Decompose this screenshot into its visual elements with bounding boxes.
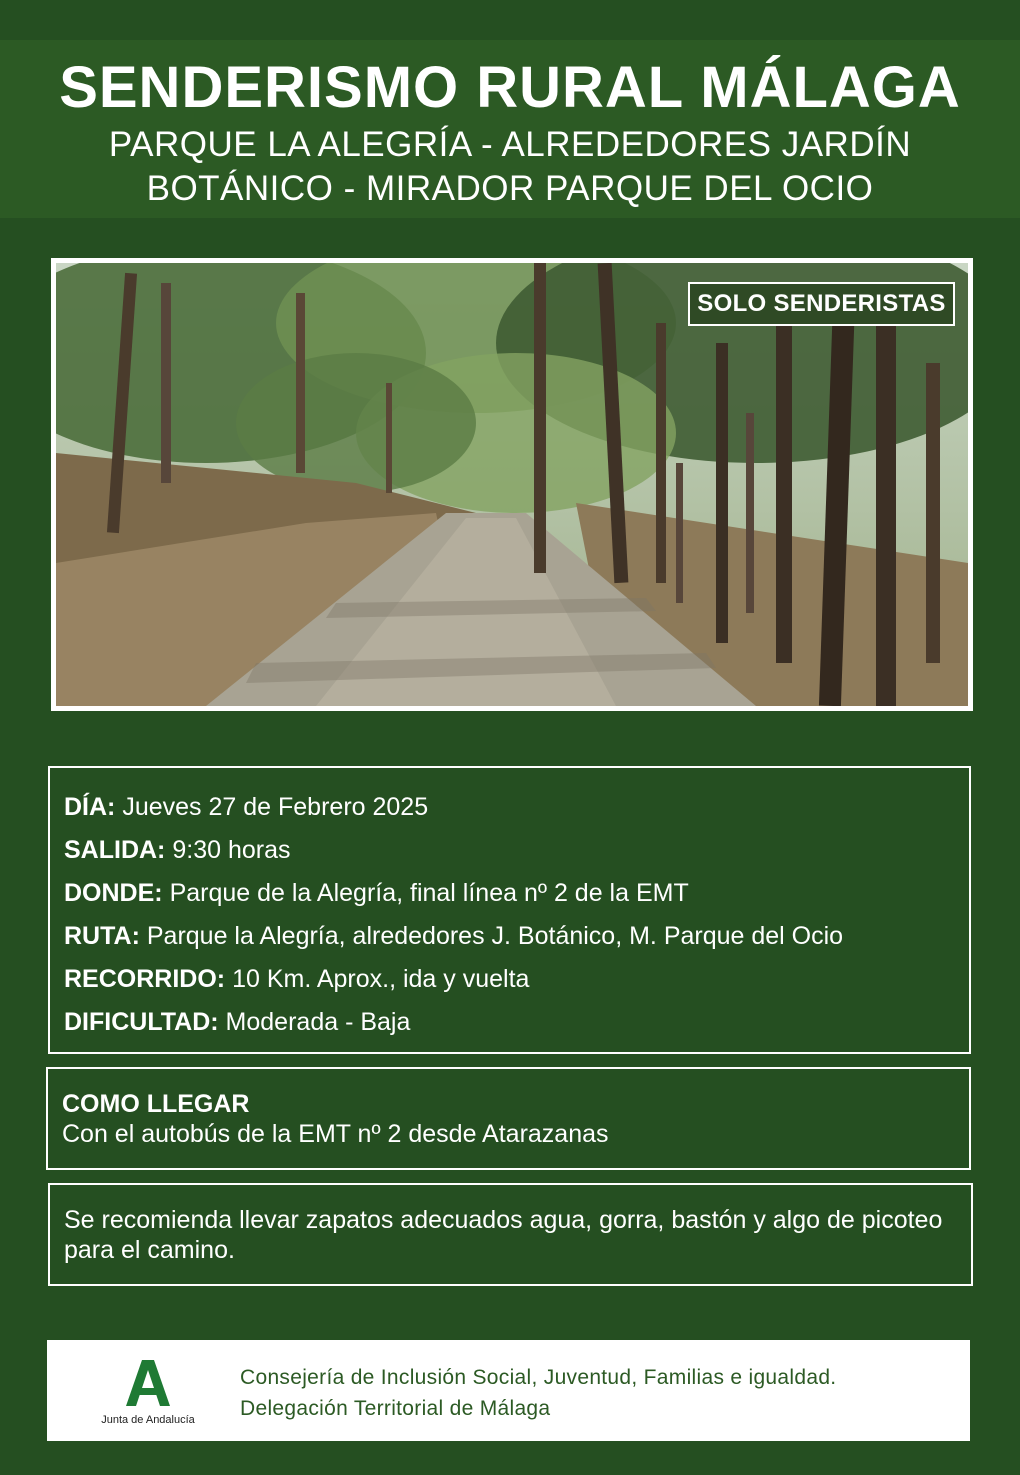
- page-title: SENDERISMO RURAL MÁLAGA: [59, 55, 961, 120]
- recommendation-box: [48, 1183, 973, 1286]
- detail-label: SALIDA:: [64, 836, 166, 864]
- detail-difficulty: [64, 1001, 969, 1044]
- subtitle-line-1: PARQUE LA ALEGRÍA - ALREDEDORES JARDÍN: [108, 125, 912, 164]
- footer-line-1: Consejería de Inclusión Social, Juventud, Familias e igualdad.: [240, 1366, 837, 1389]
- detail-departure: [64, 829, 969, 872]
- detail-where: [64, 872, 969, 915]
- detail-value: 9:30 horas: [172, 836, 291, 864]
- detail-route: [64, 915, 969, 958]
- how-to-arrive: [46, 1067, 971, 1170]
- detail-value: Moderada - Baja: [225, 1008, 411, 1036]
- detail-value: Jueves 27 de Febrero 2025: [122, 793, 429, 821]
- event-details: [48, 766, 971, 1054]
- detail-value: Parque de la Alegría, final línea nº 2 de la EMT: [169, 879, 689, 907]
- footer-line-2: Delegación Territorial de Málaga: [240, 1397, 551, 1420]
- detail-value: Parque la Alegría, alrededores J. Botánico, M. Parque del Ocio: [146, 922, 844, 950]
- detail-label: DÍA:: [64, 793, 116, 821]
- how-to-arrive-title: COMO LLEGAR: [62, 1090, 250, 1118]
- detail-value: 10 Km. Aprox., ida y vuelta: [232, 965, 530, 993]
- detail-label: RECORRIDO:: [64, 965, 226, 993]
- detail-label: DIFICULTAD:: [64, 1008, 219, 1036]
- detail-distance: [64, 958, 969, 1001]
- detail-label: DONDE:: [64, 879, 163, 907]
- header: [0, 40, 1020, 218]
- junta-andalucia-icon: [122, 1358, 174, 1410]
- page-subtitle: [0, 123, 1020, 211]
- hikers-only-badge: SOLO SENDERISTAS: [688, 282, 955, 326]
- recommendation-text: Se recomienda llevar zapatos adecuados agua, gorra, bastón y algo de picoteo para el camino.: [64, 1206, 943, 1264]
- detail-label: RUTA:: [64, 922, 140, 950]
- footer: [47, 1340, 970, 1441]
- logo-text: Junta de Andalucía: [101, 1414, 195, 1426]
- how-to-arrive-text: Con el autobús de la EMT nº 2 desde Atarazanas: [62, 1120, 609, 1148]
- junta-andalucia-logo: [93, 1358, 203, 1430]
- subtitle-line-2: BOTÁNICO - MIRADOR PARQUE DEL OCIO: [146, 169, 874, 208]
- footer-text: [240, 1362, 836, 1424]
- detail-day: [64, 786, 969, 829]
